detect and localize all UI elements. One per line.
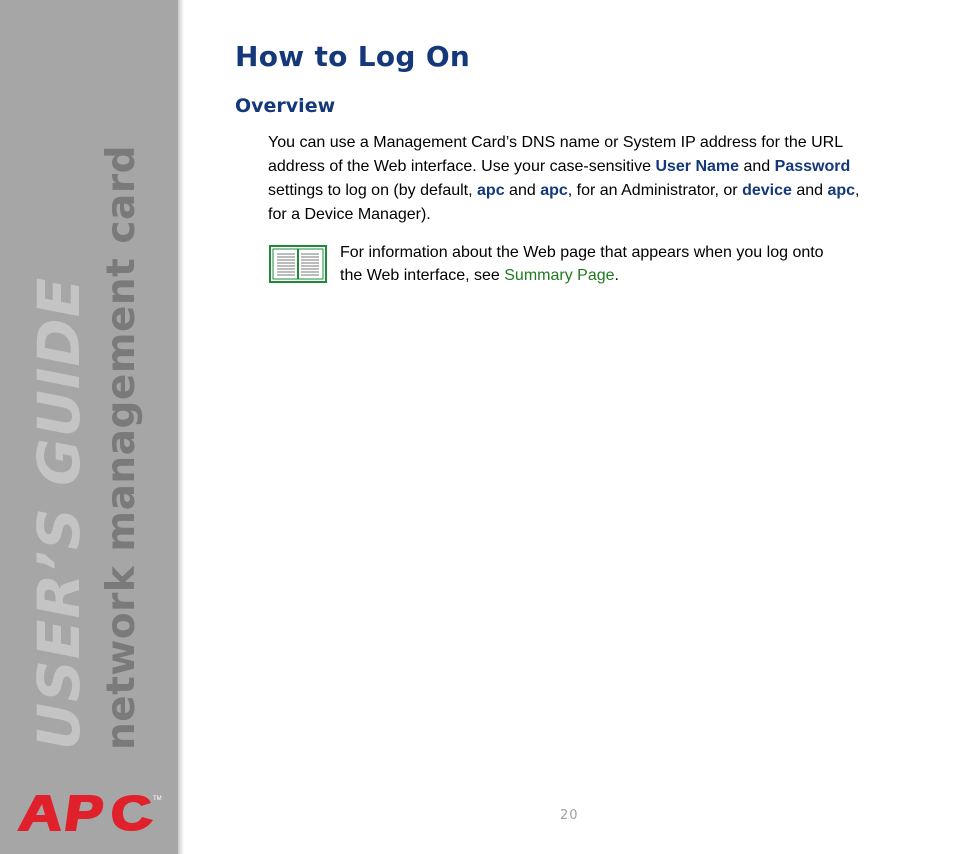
users-guide-title: USER’S GUIDE [25,276,93,750]
para-text: , for an Administrator, or [567,182,743,199]
para-text: and [504,182,541,199]
para-text: and [791,182,828,199]
apc-logo [17,794,153,832]
page-title: How to Log On [235,40,471,73]
note-end: . [614,267,619,284]
device-username: device [742,182,792,199]
device-password: apc [827,182,856,199]
summary-page-link[interactable]: Summary Page [504,267,615,284]
network-management-card-subtitle: network management card [99,145,144,750]
overview-paragraph [268,131,878,227]
user-name-term: User Name [655,158,740,175]
vertical-title [25,145,144,750]
default-username: apc [477,182,505,199]
sidebar-shadow [178,0,184,854]
note-text [340,241,840,287]
para-text: and [739,158,775,175]
para-text: , for a Device Manager). [268,182,860,223]
para-text: settings to log on (by default, [268,182,478,199]
section-heading: Overview [235,95,336,117]
default-password: apc [540,182,568,199]
para-text: You can use a Management Card’s DNS name or System IP address for the URL address of the Web interface. Use your case-sensitive [268,134,843,175]
note-body: For information about the Web page that appears when you log onto the Web interface, see [340,244,824,284]
book-icon [269,245,327,283]
password-term: Password [774,158,851,175]
logo-trademark: TM [153,796,162,802]
page-number: 20 [560,808,579,823]
